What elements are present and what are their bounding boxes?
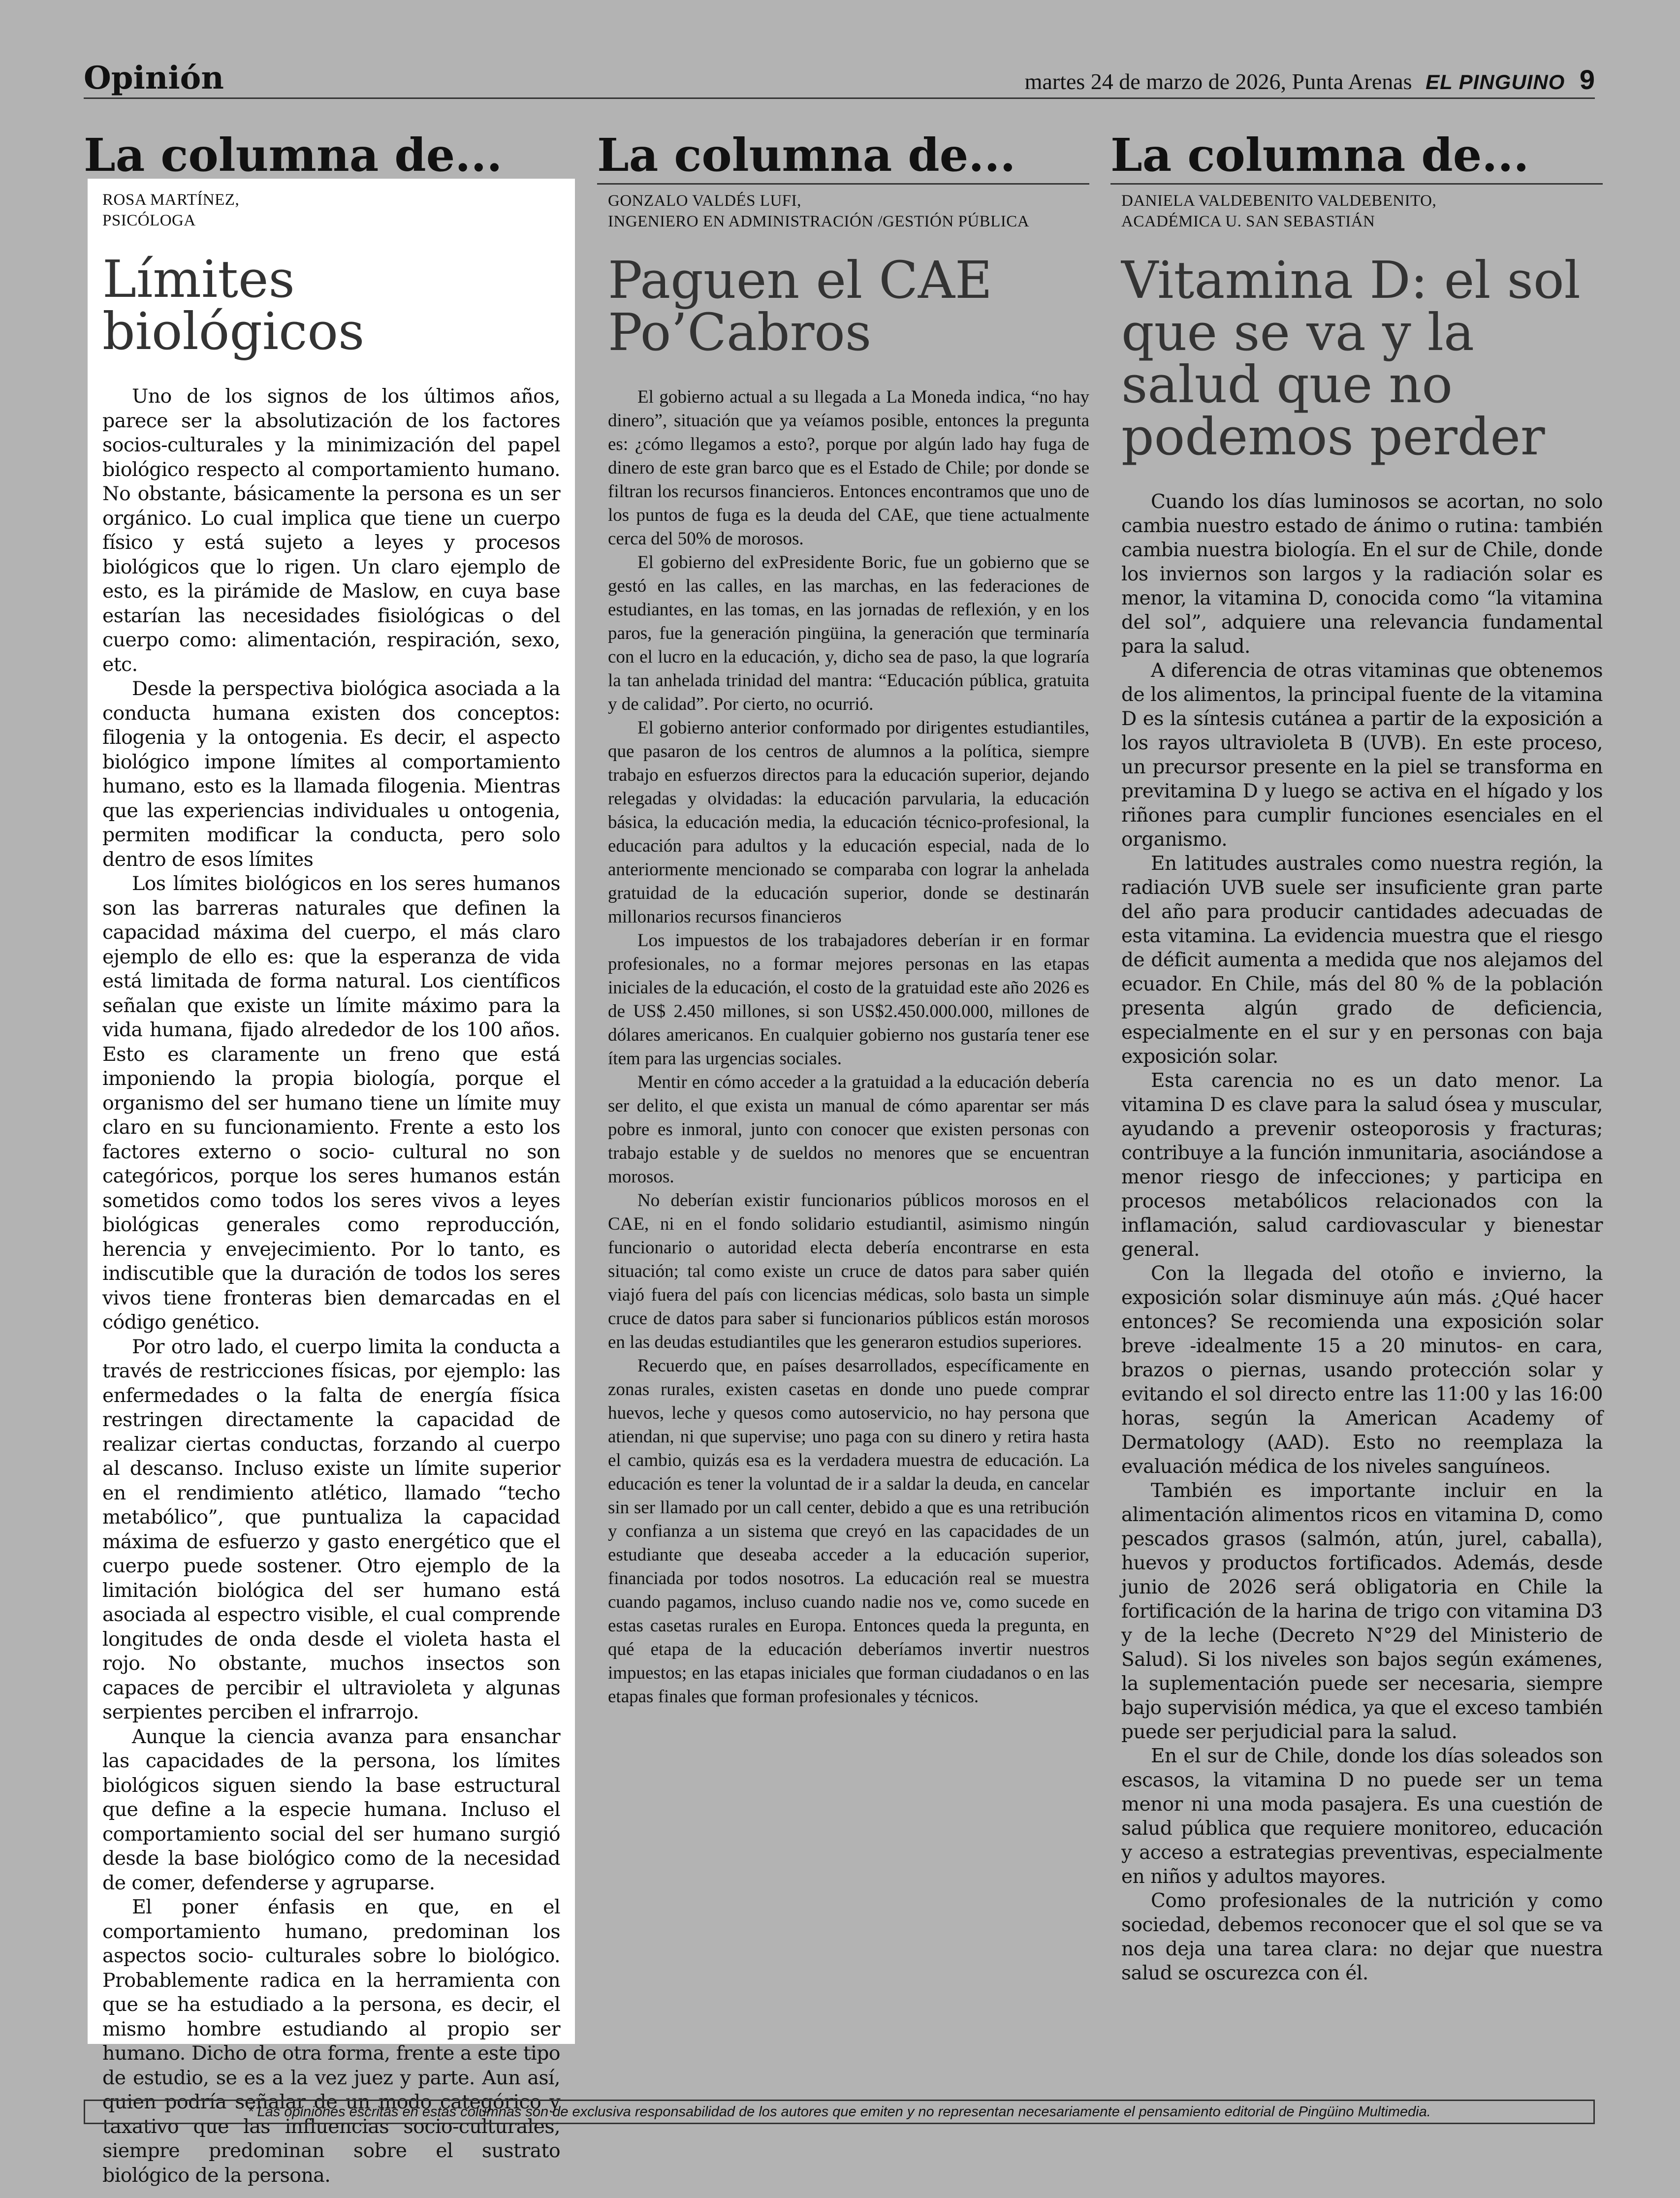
page-number: 9 [1579, 64, 1595, 95]
paragraph: El poner énfasis en que, en el comportamiento humano, predominan los aspectos socio- culturales sobre lo biológico. Probablemente radica en la herramienta con que se ha estudiado a la persona, es decir, el mismo hombre estudiando al propio ser humano. Dicho de otra forma, frente a este tipo de estudio, se es a la vez juez y parte. Aun así, quien podría señalar de un modo categórico y taxativo que las influencias socio-culturales, siempre predominan sobre el sustrato biológico de la persona. [102, 1896, 560, 2187]
author-name: ROSA MARTÍNEZ, [102, 191, 240, 209]
column-label: La columna de... [1110, 126, 1603, 185]
paragraph: El gobierno del exPresidente Boric, fue un gobierno que se gestó en las calles, en las marchas, en las federaciones de estudiantes, en las tomas, en las jornadas de reflexión, y en los paros, fue la generación pingüina, la generación que terminaría con el lucro en la educación, y, dicho sea de paso, la que lograría la tan anhelada trinidad del mantra: “Educación pública, gratuita y de calidad”. Por cierto, no ocurrió. [608, 552, 1089, 714]
column-3 [1110, 126, 1603, 1985]
paragraph: Con la llegada del otoño e invierno, la exposición solar disminuye aún más. ¿Qué hacer entonces? Se recomienda una exposición solar breve -idealmente 15 a 20 minutos- en cara, brazos o piernas, usando protección solar y evitando el sol directo entre las 11:00 y las 16:00 horas, según la American Academy of Dermatology (AAD). Esto no reemplaza la evaluación médica de los niveles sanguíneos. [1121, 1263, 1603, 1478]
article-title: Límites biológicos [102, 249, 365, 361]
paragraph: El gobierno actual a su llegada a La Moneda indica, “no hay dinero”, situación que ya veíamos posible, entonces la pregunta es: ¿cómo llegamos a esto?, porque por algún lado hay fuga de dinero de este gran barco que es el Estado de Chile; por donde se filtran los recursos financieros. Entonces encontramos que uno de los puntos de fuga es la deuda del CAE, que tiene actualmente cerca del 50% de morosos. [608, 387, 1089, 549]
paragraph: Esta carencia no es un dato menor. La vitamina D es clave para la salud ósea y muscular, ayudando a prevenir osteoporosis y fracturas; contribuye a la función inmunitaria, asociándose a menor riesgo de infecciones; y participa en procesos metabólicos relacionados con la inflamación, salud cardiovascular y bienestar general. [1121, 1070, 1603, 1261]
column-box [88, 179, 575, 2187]
dateline: martes 24 de marzo de 2026, Punta Arenas [1024, 69, 1412, 94]
paragraph: También es importante incluir en la alimentación alimentos ricos en vitamina D, como pescados grasos (salmón, atún, jurel, caballa), huevos y productos fortificados. Además, desde junio de 2026 será obligatoria en Chile la fortificación de la harina de trigo con vitamina D3 y de la leche (Decreto N°29 del Ministerio de Salud). Si los niveles son bajos según exámenes, la suplementación puede ser necesaria, siempre bajo supervisión médica, ya que el exceso también puede ser perjudicial para la salud. [1121, 1480, 1603, 1743]
column-box [1110, 185, 1603, 1985]
column-label: La columna de... [84, 128, 503, 182]
paragraph: En el sur de Chile, donde los días soleados son escasos, la vitamina D no puede ser un tema menor ni una moda pasajera. Es una cuestión de salud pública que requiere monitoreo, educación y acceso a estrategias preventivas, especialmente en niños y adultos mayores. [1121, 1745, 1603, 1888]
author-role: ACADÉMICA U. SAN SEBASTIÁN [1121, 213, 1375, 230]
author-name: GONZALO VALDÉS LUFI, [608, 192, 801, 210]
column-1 [84, 126, 576, 2187]
author-role: INGENIERO EN ADMINISTRACIÓN /GESTIÓN PÚBLICA [608, 213, 1030, 230]
paragraph: Cuando los días luminosos se acortan, no solo cambia nuestro estado de ánimo o rutina: también cambia nuestra biología. En el sur de Chile, donde los inviernos son largos y la radiación solar es menor, la vitamina D, conocida como “la vitamina del sol”, adquiere una relevancia fundamental para la salud. [1121, 491, 1603, 658]
author-name: DANIELA VALDEBENITO VALDEBENITO, [1121, 192, 1437, 210]
paragraph: No deberían existir funcionarios públicos morosos en el CAE, ni en el fondo solidario estudiantil, asimismo ningún funcionario o autoridad electa debería encontrarse en esta situación; tal como existe un cruce de datos para saber quién viajó fuera del país con licencias médicas, solo basta un simple cruce de datos para saber si funcionarios públicos están morosos en las deudas estudiantiles que les generaron estudios superiores. [608, 1190, 1089, 1352]
header-info [1025, 64, 1595, 96]
column-label: La columna de... [597, 126, 1089, 185]
article-body [608, 385, 1089, 1709]
paragraph: Desde la perspectiva biológica asociada a la conducta humana existen dos conceptos: filogenia y la ontogenia. Es decir, el aspecto biológico impone límites al comportamiento humano, esto es la llamada filogenia. Mientras que las experiencias individuales u ontogenia, permiten modificar la conducta, pero solo dentro de esos límites [102, 677, 560, 871]
masthead-logo: EL PINGUINO [1426, 70, 1565, 94]
paragraph: Aunque la ciencia avanza para ensanchar las capacidades de la persona, los límites biológicos siguen siendo la base estructural que define a la especie humana. Incluso el comportamiento social del ser humano surgió desde la base biológico como de la necesidad de comer, defenderse y agruparse. [102, 1725, 560, 1894]
column-2 [597, 126, 1089, 1709]
article-body [102, 384, 560, 2188]
paragraph: Como profesionales de la nutrición y como sociedad, debemos reconocer que el sol que se va nos deja una tarea clara: no dejar que nuestra salud se oscurezca con él. [1121, 1890, 1603, 1984]
column-box [597, 185, 1089, 1709]
paragraph: A diferencia de otras vitaminas que obtenemos de los alimentos, la principal fuente de la vitamina D es la síntesis cutánea a partir de la exposición a los rayos ultravioleta B (UVB). En este proceso, un precursor presente en la piel se transforma en previtamina D y luego se activa en el hígado y los riñones para cumplir funciones esenciales en el organismo. [1121, 660, 1603, 851]
paragraph: Por otro lado, el cuerpo limita la conducta a través de restricciones físicas, por ejemplo: las enfermedades o la falta de energía física restringen directamente la capacidad de realizar ciertas conductas, forzando al cuerpo al descanso. Incluso existe un límite superior en el rendimiento atlético, llamado “techo metabólico”, que puntualiza la capacidad máxima de esfuerzo y gasto energético que el cuerpo puede sostener. Otro ejemplo de la limitación biológica del ser humano está asociada al espectro visible, el cual comprende longitudes de onda desde el violeta hasta el rojo. No obstante, muchos insectos son capaces de percibir el ultravioleta y algunas serpientes perciben el infrarrojo. [102, 1335, 560, 1723]
article-title: Vitamina D: el sol que se va y la salud que no podemos perder [1121, 250, 1581, 467]
paragraph: Uno de los signos de los últimos años, parece ser la absolutización de los factores socios-culturales y la minimización del papel biológico respecto al comportamiento humano. No obstante, básicamente la persona es un ser orgánico. Lo cual implica que tiene un cuerpo físico y está sujeto a leyes y procesos biológicos que lo rigen. Un claro ejemplo de esto, es la pirámide de Maslow, en cuya base estarían las necesidades fisiológicas o del cuerpo como: alimentación, respiración, sexo, etc. [102, 385, 560, 676]
disclaimer-footer: * Las opiniones escritas en estas columnas son de exclusiva responsabilidad de los autores que emiten y no representan necesariamente el pensamiento editorial de Pingüino Multimedia. [84, 2100, 1595, 2124]
paragraph: Los límites biológicos en los seres humanos son las barreras naturales que definen la capacidad máxima del cuerpo, el más claro ejemplo de ello es: que la esperanza de vida está limitada de forma natural. Los científicos señalan que existe un límite máximo para la vida humana, fijado alrededor de los 100 años. Esto es claramente un freno que está imponiendo la propia biología, porque el organismo del ser humano tiene un límite muy claro en su funcionamiento. Frente a esto los factores externo o socio- cultural no son categóricos, porque los seres humanos están sometidos como todos los seres vivos a leyes biológicas generales como reproducción, herencia y envejecimiento. Por lo tanto, es indiscutible que la duración de todos los seres vivos tiene fronteras bien demarcadas en el código genético. [102, 872, 560, 1334]
author-role: PSICÓLOGA [102, 212, 196, 229]
paragraph: Recuerdo que, en países desarrollados, específicamente en zonas rurales, existen casetas en donde uno puede comprar huevos, leche y quesos como autoservicio, no hay persona que atiendan, ni que supervise; uno paga con su dinero y retira hasta el cambio, quizás esa es la verdadera muestra de educación. La educación es tener la voluntad de ir a saldar la deuda, en cancelar sin ser llamado por un call center, debido a que es una retribución y confianza a un sistema que creyó en las capacidades de un estudiante que deseaba acceder a la educación superior, financiada por todos nosotros. La educación real se muestra cuando pagamos, incluso cuando nadie nos ve, como sucede en estas casetas rurales en Europa. Entonces queda la pregunta, en qué etapa de la educación deberíamos invertir nuestros impuestos; en las etapas iniciales que forman ciudadanos o en las etapas finales que forman profesionales y técnicos. [608, 1356, 1089, 1707]
article-body [1121, 490, 1603, 1985]
section-title: Opinión [84, 60, 224, 96]
page-header [84, 59, 1595, 99]
paragraph: El gobierno anterior conformado por dirigentes estudiantiles, que pasaron de los centros de alumnos a la política, siempre trabajo en esfuerzos directos para la educación superior, dejando relegadas y olvidadas: la educación parvularia, la educación básica, la educación media, la educación técnico-profesional, la educación para adultos y la educación especial, nada de lo anteriormente mencionado se comparaba con lograr la anhelada gratuidad de la educación superior, donde se destinarán millonarios recursos financieros [608, 718, 1089, 927]
paragraph: En latitudes australes como nuestra región, la radiación UVB suele ser insuficiente gran parte del año para producir cantidades adecuadas de esta vitamina. La evidencia muestra que el riesgo de déficit aumenta a medida que nos alejamos del ecuador. En Chile, más del 80 % de la población presenta algún grado de deficiencia, especialmente en el sur y en personas con baja exposición solar. [1121, 853, 1603, 1068]
article-title: Paguen el CAE Po’Cabros [608, 250, 992, 362]
paragraph: Mentir en cómo acceder a la gratuidad a la educación debería ser delito, el que exista un manual de cómo aparentar ser más pobre es inmoral, junto con conocer que existen personas con trabajo estable y de sueldos no menores que se encuentran morosos. [608, 1072, 1089, 1187]
paragraph: Los impuestos de los trabajadores deberían ir en formar profesionales, no a formar mejores personas en las etapas iniciales de la educación, el costo de la gratuidad este año 2026 es de US$ 2.450 millones, si son US$2.450.000.000, millones de dólares americanos. En cualquier gobierno nos gustaría tener ese ítem para las urgencias sociales. [608, 930, 1089, 1069]
